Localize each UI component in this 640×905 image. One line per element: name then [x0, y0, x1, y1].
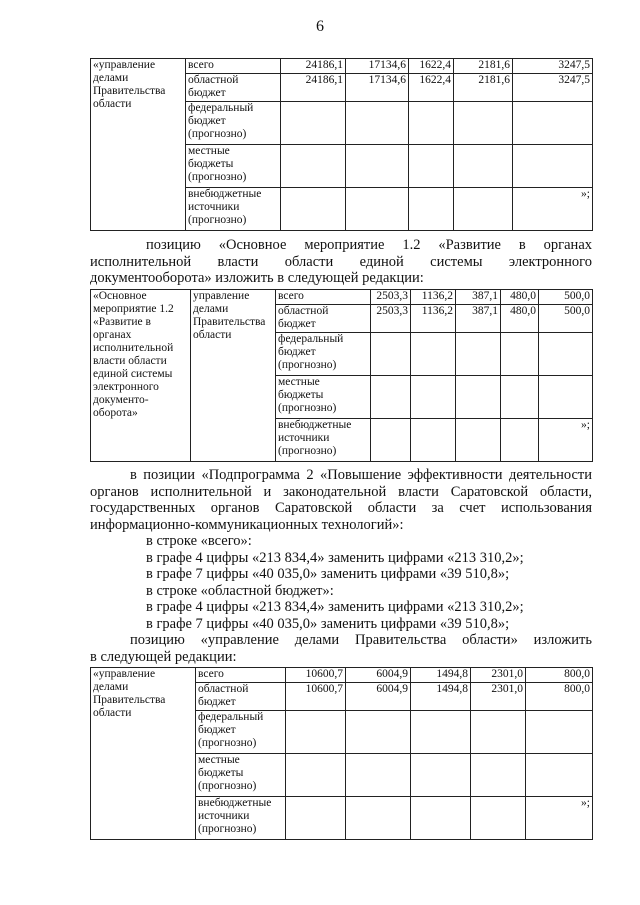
value-cell: 480,0 — [501, 290, 539, 305]
value-cell: 17134,6 — [346, 59, 409, 74]
closing-quote: »; — [539, 419, 593, 462]
source-label: федеральный бюджет (прогнозно) — [196, 711, 286, 754]
value-cell: 6004,9 — [346, 683, 411, 711]
value-cell: 1136,2 — [411, 290, 456, 305]
source-label: всего — [186, 59, 281, 74]
table-row — [91, 290, 593, 305]
value-cell: 800,0 — [526, 668, 593, 683]
value-cell: 2503,3 — [371, 305, 411, 333]
instruction-line: в графе 4 цифры «213 834,4» заменить цифрами «213 310,2»; — [146, 549, 524, 566]
value-cell: 480,0 — [501, 305, 539, 333]
source-label: федеральный бюджет (прогнозно) — [276, 333, 371, 376]
source-label: всего — [276, 290, 371, 305]
value-cell: 500,0 — [539, 305, 593, 333]
source-label: местные бюджеты (прогнозно) — [196, 754, 286, 797]
source-label: внебюджетные источники (прогнозно) — [196, 797, 286, 840]
value-cell: 2181,6 — [454, 59, 513, 74]
paragraph-subprogram-2: в позиции «Подпрограмма 2 «Повышение эффективности деятельности органов исполнительной и законодательной власти Саратовской области, государственных органов Саратовской области за счет использования информационно-коммуникационных технологий»: — [90, 467, 592, 533]
source-label: внебюджетные источники (прогнозно) — [186, 188, 281, 231]
funding-table-3 — [90, 667, 593, 840]
paragraph-amend-measure: позицию «Основное мероприятие 1.2 «Развитие в органах исполнительной власти области единой системы электронного документооборота» изложить в следующей редакции: — [90, 237, 592, 286]
executor-cell: «управление делами Правительства области — [91, 59, 186, 231]
executor-cell: управление делами Правительства области — [191, 290, 276, 462]
value-cell: 3247,5 — [513, 74, 593, 102]
table-row — [91, 59, 593, 74]
value-cell: 2301,0 — [471, 683, 526, 711]
replacement-instructions — [90, 533, 592, 632]
value-cell: 2181,6 — [454, 74, 513, 102]
source-label: федеральный бюджет (прогнозно) — [186, 102, 281, 145]
value-cell: 387,1 — [456, 290, 501, 305]
value-cell: 387,1 — [456, 305, 501, 333]
closing-quote: »; — [526, 797, 593, 840]
source-label: местные бюджеты (прогнозно) — [276, 376, 371, 419]
value-cell: 3247,5 — [513, 59, 593, 74]
instruction-line: в строке «областной бюджет»: — [146, 582, 334, 599]
page-number: 6 — [316, 18, 324, 35]
source-label: всего — [196, 668, 286, 683]
value-cell: 6004,9 — [346, 668, 411, 683]
value-cell: 1136,2 — [411, 305, 456, 333]
source-label: местные бюджеты (прогнозно) — [186, 145, 281, 188]
paragraph-amend-executor: позицию «управление делами Правительства области» изложить в следующей редакции: — [90, 632, 592, 665]
value-cell: 1494,8 — [411, 683, 471, 711]
value-cell: 24186,1 — [281, 74, 346, 102]
instruction-line: в графе 7 цифры «40 035,0» заменить цифрами «39 510,8»; — [146, 615, 510, 632]
value-cell: 1622,4 — [409, 74, 454, 102]
value-cell: 1622,4 — [409, 59, 454, 74]
value-cell: 500,0 — [539, 290, 593, 305]
source-label: областной бюджет — [186, 74, 281, 102]
instruction-line: в графе 4 цифры «213 834,4» заменить цифрами «213 310,2»; — [146, 599, 524, 615]
funding-table-2 — [90, 289, 593, 462]
source-label: областной бюджет — [276, 305, 371, 333]
value-cell: 1494,8 — [411, 668, 471, 683]
executor-cell: «управление делами Правительства области — [91, 668, 196, 840]
source-label: областной бюджет — [196, 683, 286, 711]
instruction-line: в графе 7 цифры «40 035,0» заменить цифрами «39 510,8»; — [146, 566, 510, 582]
value-cell: 2503,3 — [371, 290, 411, 305]
value-cell: 17134,6 — [346, 74, 409, 102]
measure-cell: «Основное мероприятие 1.2 «Развитие в органах исполнительной власти области единой системы электронного документо-оборота» — [91, 290, 191, 462]
value-cell: 800,0 — [526, 683, 593, 711]
closing-quote: »; — [513, 188, 593, 231]
value-cell: 2301,0 — [471, 668, 526, 683]
value-cell: 10600,7 — [286, 683, 346, 711]
value-cell: 24186,1 — [281, 59, 346, 74]
table-row — [91, 668, 593, 683]
value-cell: 10600,7 — [286, 668, 346, 683]
source-label: внебюджетные источники (прогнозно) — [276, 419, 371, 462]
instruction-line: в строке «всего»: — [146, 533, 252, 549]
funding-table-1 — [90, 58, 593, 231]
